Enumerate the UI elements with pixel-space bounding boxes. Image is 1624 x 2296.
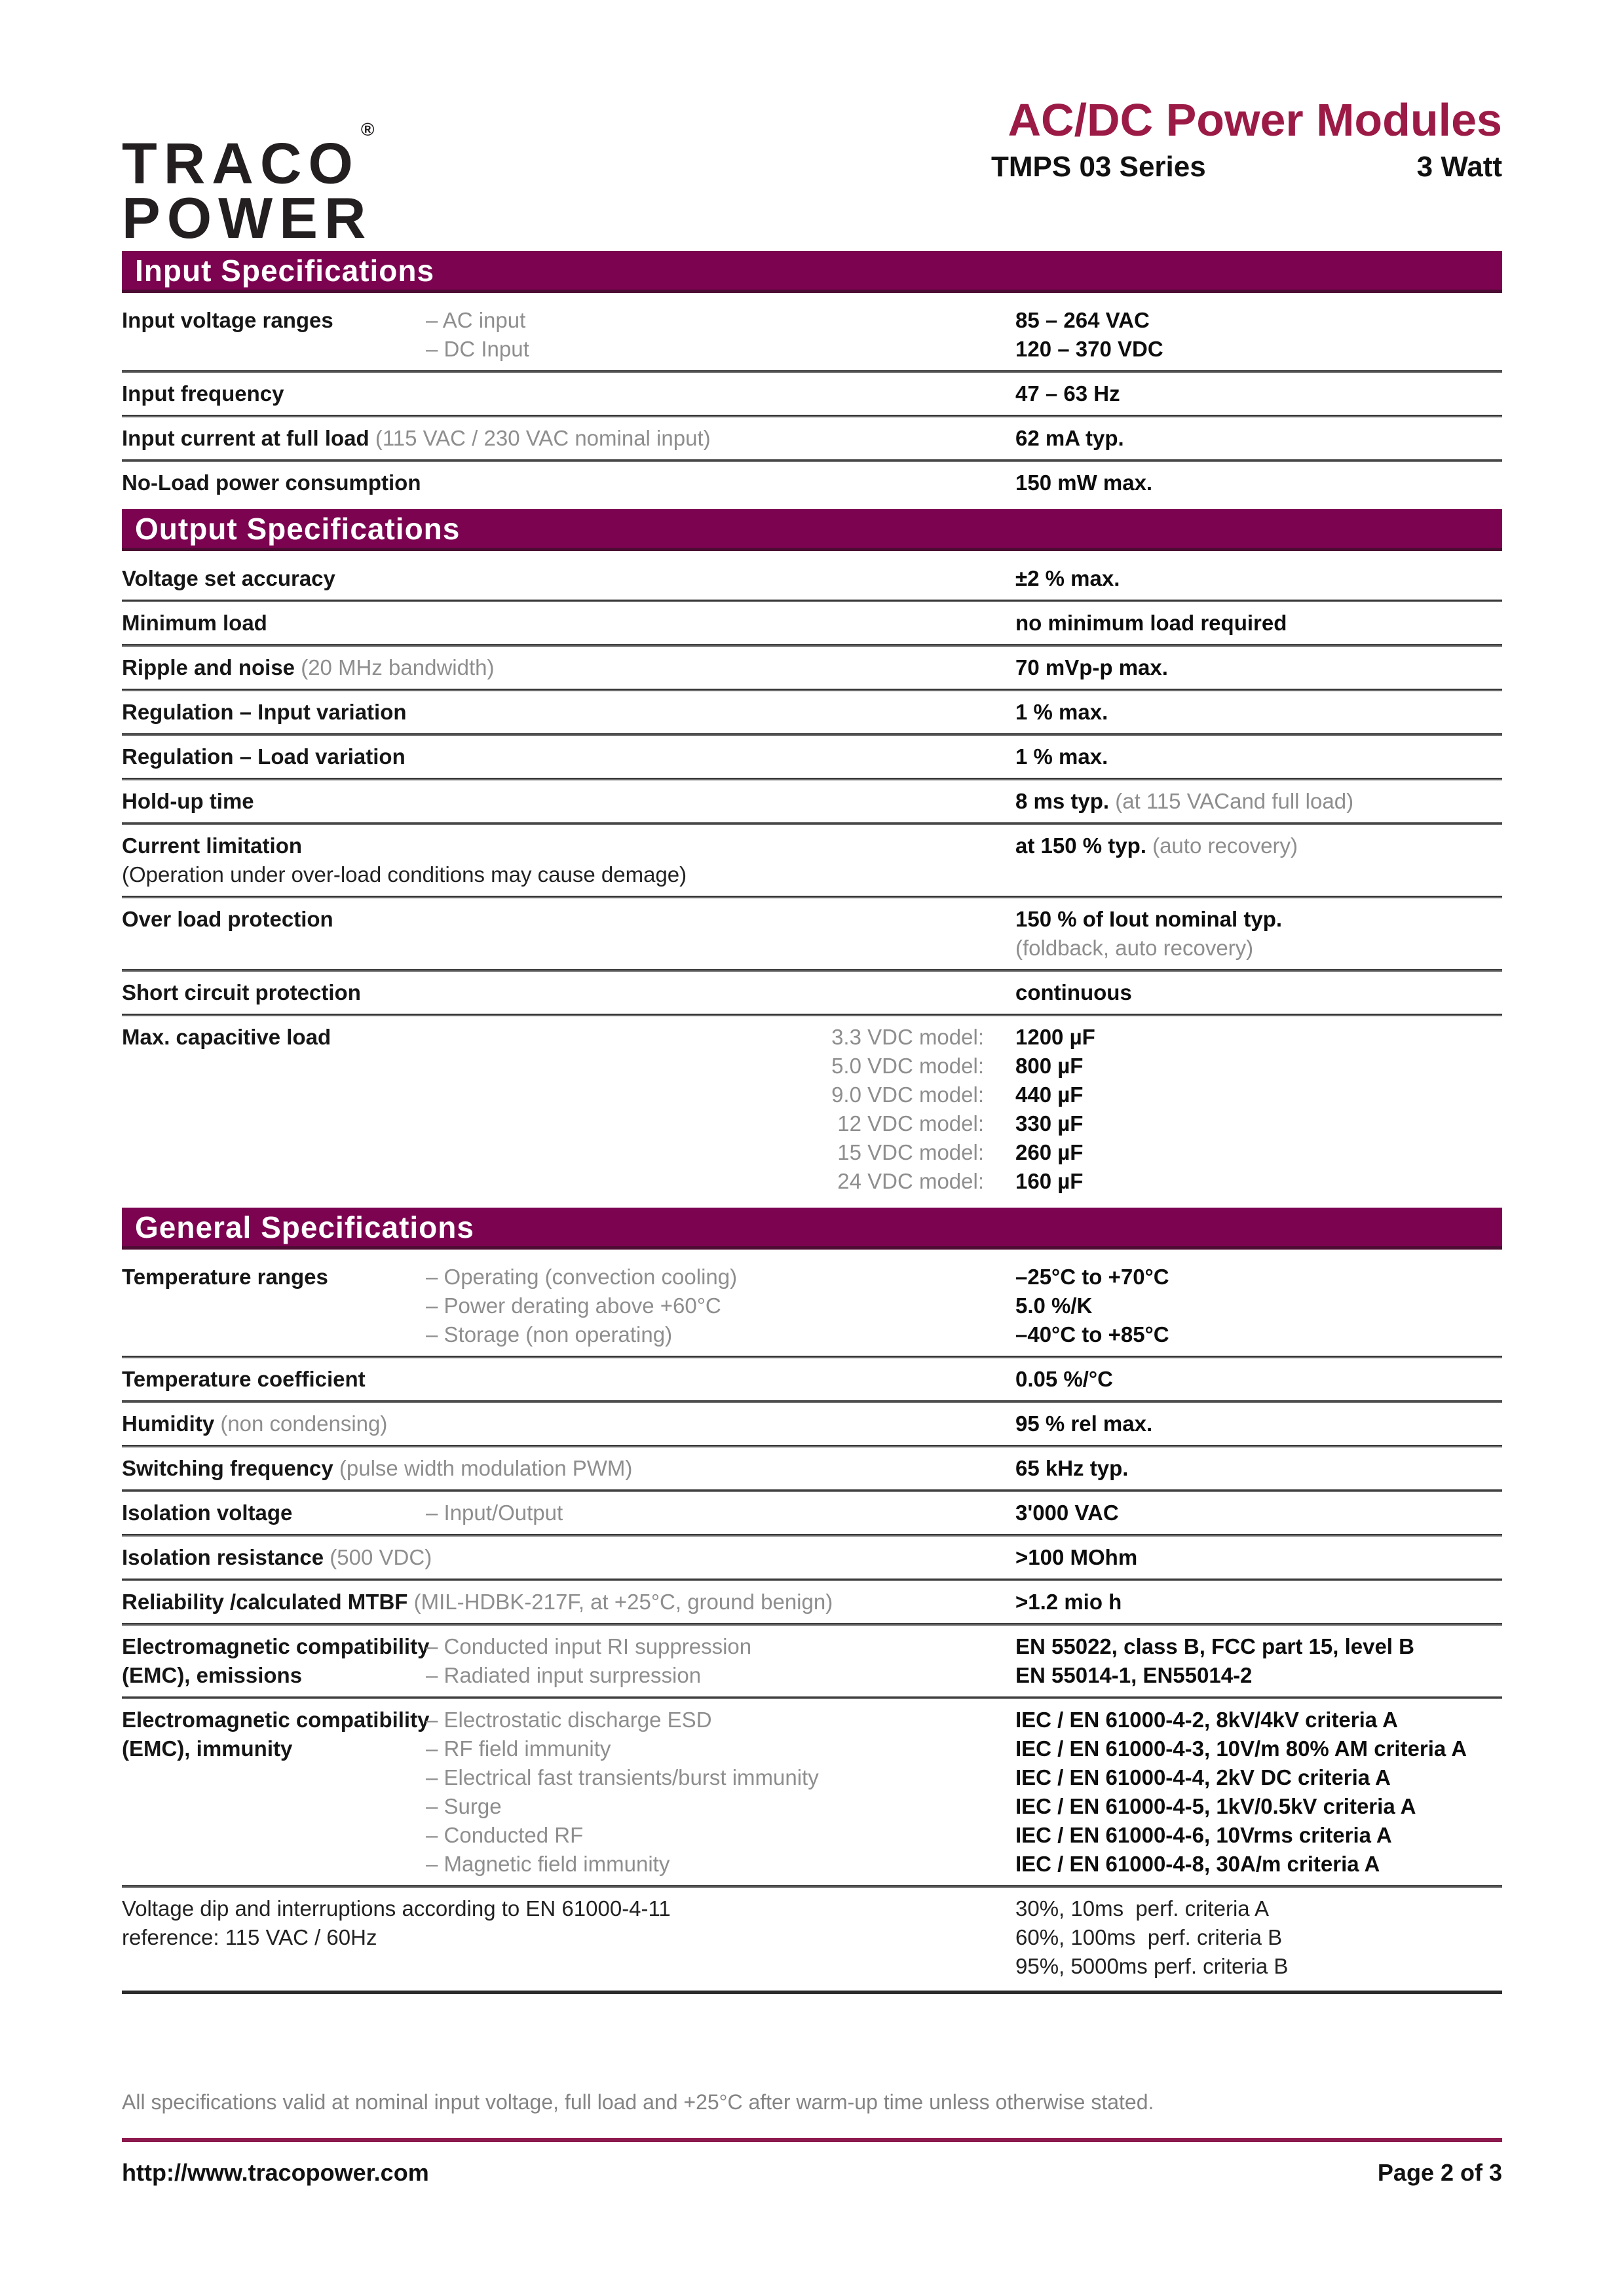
spec-line — [1015, 469, 1502, 497]
logo-text-power: POWER — [122, 185, 373, 251]
spec-line — [1015, 424, 1502, 453]
traco-power-logo — [122, 119, 375, 251]
spec-line — [426, 1706, 1015, 1734]
spec-cell — [122, 742, 1015, 771]
spec-cell — [122, 1263, 426, 1292]
spec-line — [1015, 1138, 1502, 1167]
spec-label: Current limitation — [122, 833, 303, 858]
spec-line — [426, 1850, 1015, 1879]
spec-label: Regulation – Load variation — [122, 744, 406, 769]
spec-line — [122, 1263, 426, 1292]
spec-row — [122, 1888, 1502, 1987]
spec-sublabel: (20 MHz bandwidth) — [301, 655, 495, 680]
spec-cell — [1015, 424, 1502, 453]
spec-line — [1015, 609, 1502, 638]
spec-cell — [1015, 1454, 1502, 1483]
spec-row — [122, 558, 1502, 600]
spec-label: Ripple and noise — [122, 655, 301, 680]
spec-value: IEC / EN 61000-4-8, 30A/m criteria A — [1015, 1852, 1380, 1877]
wattage: 3 Watt — [1416, 151, 1502, 183]
spec-value: 1 % max. — [1015, 744, 1108, 769]
spec-label: Input frequency — [122, 381, 284, 406]
spec-value: >1.2 mio h — [1015, 1590, 1122, 1615]
spec-sublabel: 24 VDC model: — [837, 1169, 984, 1194]
spec-line — [1015, 742, 1502, 771]
spec-cell — [122, 698, 1015, 727]
spec-value: at 150 % typ. — [1015, 833, 1153, 858]
spec-line — [1015, 306, 1502, 335]
spec-value: no minimum load required — [1015, 611, 1287, 636]
spec-line — [426, 1320, 1015, 1349]
spec-cell — [1015, 1499, 1502, 1527]
doc-subtitle — [991, 151, 1502, 183]
spec-label: (EMC), immunity — [122, 1736, 293, 1761]
spec-value: 260 µF — [1015, 1140, 1084, 1165]
spec-line — [1015, 934, 1502, 963]
spec-cell — [122, 1894, 1015, 1952]
spec-cell — [122, 379, 1015, 408]
spec-value: 440 µF — [1015, 1082, 1084, 1107]
spec-text: 95%, 5000ms perf. criteria B — [1015, 1954, 1289, 1979]
spec-line — [426, 1263, 1015, 1292]
spec-value: 120 – 370 VDC — [1015, 337, 1163, 362]
spec-label: Electromagnetic compatibility — [122, 1634, 430, 1659]
spec-row — [122, 691, 1502, 733]
spec-line — [426, 1081, 984, 1109]
spec-cell — [122, 978, 1015, 1007]
spec-cell — [1015, 787, 1502, 816]
spec-line — [122, 1706, 430, 1734]
registered-trademark-icon: ® — [360, 119, 375, 140]
spec-value: 150 mW max. — [1015, 470, 1153, 495]
spec-cell — [122, 469, 1015, 497]
spec-line — [1015, 1292, 1502, 1320]
spec-cell — [1015, 469, 1502, 497]
spec-sublabel: (MIL-HDBK-217F, at +25°C, ground benign) — [413, 1590, 833, 1615]
spec-sublabel: – Operating (convection cooling) — [426, 1265, 738, 1290]
spec-value: 5.0 %/K — [1015, 1293, 1093, 1318]
spec-line — [122, 564, 1015, 593]
spec-cell — [1015, 905, 1502, 963]
spec-cell — [1015, 698, 1502, 727]
spec-label: Short circuit protection — [122, 980, 361, 1005]
spec-line — [426, 1023, 984, 1052]
spec-cell — [122, 424, 1015, 453]
spec-line — [122, 742, 1015, 771]
spec-sublabel: 3.3 VDC model: — [831, 1025, 984, 1050]
spec-cell — [122, 1588, 1015, 1617]
spec-cell — [122, 1499, 426, 1527]
spec-line — [1015, 698, 1502, 727]
spec-text: Voltage dip and interruptions according to EN 61000-4-11 — [122, 1896, 671, 1921]
spec-sublabel: 15 VDC model: — [837, 1140, 984, 1165]
spec-cell — [1015, 1588, 1502, 1617]
spec-sublabel: – Conducted input RI suppression — [426, 1634, 752, 1659]
spec-cell — [1015, 1543, 1502, 1572]
spec-line — [1015, 1023, 1502, 1052]
spec-value: 150 % of Iout nominal typ. — [1015, 907, 1283, 932]
page-content — [122, 0, 1502, 1994]
spec-sublabel: – DC Input — [426, 337, 529, 362]
spec-value: 3'000 VAC — [1015, 1501, 1119, 1525]
footer-row — [122, 2159, 1502, 2187]
spec-cell — [122, 653, 1015, 682]
spec-cell — [122, 564, 1015, 593]
spec-text: reference: 115 VAC / 60Hz — [122, 1925, 377, 1950]
spec-line — [426, 335, 1015, 364]
spec-row — [122, 736, 1502, 778]
spec-line — [426, 1138, 984, 1167]
spec-line — [122, 306, 426, 335]
spec-sublabel: – Conducted RF — [426, 1823, 584, 1848]
website-link[interactable]: http://www.tracopower.com — [122, 2159, 429, 2186]
spec-line — [122, 1661, 426, 1690]
spec-label: Isolation resistance — [122, 1545, 330, 1570]
spec-line — [1015, 1081, 1502, 1109]
spec-value: 70 mVp-p max. — [1015, 655, 1168, 680]
spec-cell — [1015, 379, 1502, 408]
spec-line — [1015, 1821, 1502, 1850]
spec-cell — [122, 1706, 430, 1763]
spec-value: 800 µF — [1015, 1054, 1084, 1079]
spec-line — [1015, 1792, 1502, 1821]
spec-line — [1015, 1706, 1502, 1734]
spec-row — [122, 1447, 1502, 1489]
spec-line — [426, 1292, 1015, 1320]
spec-cell — [1015, 564, 1502, 593]
spec-label: Max. capacitive load — [122, 1025, 331, 1050]
spec-cell — [1015, 1365, 1502, 1394]
spec-line — [1015, 653, 1502, 682]
spec-value-note: (at 115 VACand full load) — [1115, 789, 1354, 814]
spec-cell — [426, 306, 1015, 364]
spec-label: Voltage set accuracy — [122, 566, 335, 591]
spec-sublabel: (115 VAC / 230 VAC nominal input) — [375, 426, 711, 451]
spec-value: 62 mA typ. — [1015, 426, 1124, 451]
spec-line — [1015, 1632, 1502, 1661]
spec-label: Input current at full load — [122, 426, 375, 451]
spec-row — [122, 825, 1502, 896]
series-name: TMPS 03 Series — [991, 151, 1206, 183]
spec-label: Humidity — [122, 1411, 221, 1436]
spec-line — [426, 1821, 1015, 1850]
section-header — [122, 509, 1502, 551]
spec-line — [426, 1792, 1015, 1821]
spec-line — [1015, 1365, 1502, 1394]
spec-value: IEC / EN 61000-4-4, 2kV DC criteria A — [1015, 1765, 1391, 1790]
spec-line — [122, 1734, 426, 1763]
spec-value: 330 µF — [1015, 1111, 1084, 1136]
spec-row — [122, 1581, 1502, 1623]
spec-cell — [1015, 306, 1502, 364]
spec-row — [122, 1016, 1502, 1202]
section-header — [122, 1208, 1502, 1250]
spec-line — [1015, 379, 1502, 408]
spec-line — [1015, 1661, 1502, 1690]
spec-cell — [1015, 653, 1502, 682]
doc-title: AC/DC Power Modules — [1008, 94, 1502, 145]
spec-cell — [1015, 1023, 1502, 1196]
spec-value-note: (foldback, auto recovery) — [1015, 936, 1254, 961]
spec-value: 8 ms typ. — [1015, 789, 1116, 814]
spec-line — [1015, 1734, 1502, 1763]
page-number: Page 2 of 3 — [1377, 2159, 1502, 2186]
spec-line — [1015, 1409, 1502, 1438]
spec-line — [426, 1763, 1015, 1792]
spec-cell — [426, 1706, 1015, 1879]
spec-value: IEC / EN 61000-4-3, 10V/m 80% AM criteria A — [1015, 1736, 1467, 1761]
spec-row — [122, 602, 1502, 644]
spec-line — [1015, 1499, 1502, 1527]
spec-line — [122, 653, 1015, 682]
spec-label: Temperature ranges — [122, 1265, 328, 1290]
spec-sublabel: – Power derating above +60°C — [426, 1293, 721, 1318]
spec-label: Reliability /calculated MTBF — [122, 1590, 414, 1615]
spec-cell — [122, 1543, 1015, 1572]
spec-row — [122, 972, 1502, 1014]
spec-line — [1015, 1923, 1502, 1952]
spec-line — [122, 787, 1015, 816]
spec-line — [122, 424, 1015, 453]
section-title: Input Specifications — [135, 253, 435, 288]
spec-row — [122, 780, 1502, 822]
spec-label: No-Load power consumption — [122, 470, 421, 495]
spec-value: 1 % max. — [1015, 700, 1108, 725]
spec-line — [1015, 564, 1502, 593]
table-end-rule — [122, 1990, 1502, 1994]
spec-value: 160 µF — [1015, 1169, 1084, 1194]
spec-cell — [1015, 1632, 1502, 1690]
spec-row — [122, 647, 1502, 689]
spec-cell — [1015, 978, 1502, 1007]
spec-sublabel: 5.0 VDC model: — [831, 1054, 984, 1079]
spec-cell — [1015, 1263, 1502, 1349]
spec-cell — [122, 1409, 1015, 1438]
spec-line — [426, 1167, 984, 1196]
spec-row — [122, 1626, 1502, 1696]
spec-line — [1015, 1109, 1502, 1138]
spec-value: IEC / EN 61000-4-6, 10Vrms criteria A — [1015, 1823, 1392, 1848]
spec-row — [122, 1358, 1502, 1400]
spec-line — [122, 905, 1015, 934]
spec-line — [1015, 335, 1502, 364]
spec-line — [122, 1365, 1015, 1394]
spec-line — [122, 1923, 1015, 1952]
spec-line — [122, 1632, 430, 1661]
spec-sublabel: (pulse width modulation PWM) — [339, 1456, 633, 1481]
section-title: General Specifications — [135, 1210, 474, 1244]
spec-value: 85 – 264 VAC — [1015, 308, 1150, 333]
spec-text: (Operation under over-load conditions may cause demage) — [122, 862, 687, 887]
spec-sublabel: (500 VDC) — [330, 1545, 432, 1570]
spec-value-note: (auto recovery) — [1152, 833, 1298, 858]
spec-cell — [426, 1499, 1015, 1527]
spec-line — [1015, 1167, 1502, 1196]
spec-value: EN 55022, class B, FCC part 15, level B — [1015, 1634, 1414, 1659]
spec-label: Minimum load — [122, 611, 267, 636]
spec-line — [426, 306, 1015, 335]
spec-cell — [1015, 742, 1502, 771]
spec-line — [122, 469, 1015, 497]
spec-line — [122, 978, 1015, 1007]
spec-text: 60%, 100ms perf. criteria B — [1015, 1925, 1283, 1950]
footer-rule — [122, 2138, 1502, 2142]
spec-line — [1015, 1320, 1502, 1349]
spec-line — [1015, 1894, 1502, 1923]
spec-sublabel: 12 VDC model: — [837, 1111, 984, 1136]
spec-line — [122, 379, 1015, 408]
spec-sublabel: – Electrostatic discharge ESD — [426, 1708, 712, 1732]
spec-line — [1015, 1263, 1502, 1292]
spec-value: 95 % rel max. — [1015, 1411, 1153, 1436]
spec-label: Input voltage ranges — [122, 308, 333, 333]
spec-cell — [122, 1023, 426, 1052]
spec-line — [1015, 1454, 1502, 1483]
spec-cell — [426, 1023, 1015, 1196]
spec-cell — [122, 1632, 430, 1690]
spec-line — [426, 1109, 984, 1138]
spec-line — [122, 609, 1015, 638]
spec-line — [122, 1588, 1015, 1617]
spec-row — [122, 1256, 1502, 1356]
spec-line — [122, 832, 1015, 860]
spec-row — [122, 1699, 1502, 1885]
spec-label: Switching frequency — [122, 1456, 339, 1481]
section-header — [122, 251, 1502, 293]
footnote: All specifications valid at nominal input voltage, full load and +25°C after warm-up time unless otherwise stated. — [122, 2090, 1154, 2114]
spec-line — [1015, 905, 1502, 934]
spec-cell — [1015, 1894, 1502, 1981]
spec-value: –25°C to +70°C — [1015, 1265, 1169, 1290]
spec-row — [122, 299, 1502, 370]
spec-value: 0.05 %/°C — [1015, 1367, 1113, 1392]
spec-line — [122, 1409, 1015, 1438]
spec-row — [122, 898, 1502, 969]
spec-value: 65 kHz typ. — [1015, 1456, 1129, 1481]
spec-sublabel: – AC input — [426, 308, 526, 333]
spec-row — [122, 417, 1502, 459]
logo-text-traco: TRACO — [122, 130, 360, 196]
spec-sublabel: – RF field immunity — [426, 1736, 611, 1761]
spec-line — [426, 1499, 1015, 1527]
spec-value: IEC / EN 61000-4-5, 1kV/0.5kV criteria A — [1015, 1794, 1416, 1819]
spec-label: Over load protection — [122, 907, 333, 932]
spec-value: >100 MOhm — [1015, 1545, 1138, 1570]
spec-line — [122, 1499, 426, 1527]
spec-label: Regulation – Input variation — [122, 700, 407, 725]
spec-sublabel: 9.0 VDC model: — [831, 1082, 984, 1107]
spec-sublabel: – Magnetic field immunity — [426, 1852, 670, 1877]
spec-cell — [122, 1365, 1015, 1394]
spec-value: –40°C to +85°C — [1015, 1322, 1169, 1347]
spec-line — [1015, 1052, 1502, 1081]
spec-line — [1015, 1850, 1502, 1879]
spec-row — [122, 1492, 1502, 1534]
spec-value: continuous — [1015, 980, 1132, 1005]
spec-sublabel: – Electrical fast transients/burst immunity — [426, 1765, 819, 1790]
spec-cell — [122, 306, 426, 335]
spec-row — [122, 462, 1502, 504]
spec-cell — [122, 609, 1015, 638]
spec-line — [1015, 832, 1502, 860]
spec-line — [1015, 1763, 1502, 1792]
spec-cell — [426, 1632, 1015, 1690]
spec-line — [122, 1894, 1015, 1923]
header — [122, 92, 1502, 251]
spec-line — [1015, 1588, 1502, 1617]
spec-text: 30%, 10ms perf. criteria A — [1015, 1896, 1269, 1921]
spec-label: Hold-up time — [122, 789, 254, 814]
spec-value: 1200 µF — [1015, 1025, 1095, 1050]
spec-value: IEC / EN 61000-4-2, 8kV/4kV criteria A — [1015, 1708, 1398, 1732]
spec-label: Temperature coefficient — [122, 1367, 366, 1392]
spec-cell — [122, 787, 1015, 816]
title-block — [991, 96, 1502, 183]
spec-cell — [122, 905, 1015, 934]
spec-sublabel: – Surge — [426, 1794, 502, 1819]
spec-line — [122, 1023, 426, 1052]
spec-line — [1015, 1543, 1502, 1572]
spec-line — [426, 1052, 984, 1081]
spec-row — [122, 373, 1502, 415]
spec-cell — [426, 1263, 1015, 1349]
spec-line — [426, 1734, 1015, 1763]
spec-label: Electromagnetic compatibility — [122, 1708, 430, 1732]
section-title: Output Specifications — [135, 511, 461, 546]
logo-line-1 — [122, 119, 375, 196]
spec-sublabel: – Radiated input surpression — [426, 1663, 702, 1688]
spec-label: Isolation voltage — [122, 1501, 293, 1525]
spec-cell — [1015, 832, 1502, 860]
spec-row — [122, 1403, 1502, 1445]
spec-line — [122, 860, 1015, 889]
spec-line — [122, 1543, 1015, 1572]
spec-value: EN 55014-1, EN55014-2 — [1015, 1663, 1253, 1688]
spec-cell — [122, 832, 1015, 889]
spec-line — [1015, 787, 1502, 816]
spec-cell — [1015, 609, 1502, 638]
spec-line — [1015, 1952, 1502, 1981]
spec-line — [1015, 978, 1502, 1007]
spec-sections — [122, 251, 1502, 1987]
spec-line — [122, 1454, 1015, 1483]
spec-label: (EMC), emissions — [122, 1663, 303, 1688]
spec-cell — [1015, 1706, 1502, 1879]
spec-value: ±2 % max. — [1015, 566, 1120, 591]
spec-line — [122, 698, 1015, 727]
spec-value: 47 – 63 Hz — [1015, 381, 1120, 406]
spec-line — [426, 1632, 1015, 1661]
spec-sublabel: – Storage (non operating) — [426, 1322, 673, 1347]
spec-cell — [1015, 1409, 1502, 1438]
spec-row — [122, 1537, 1502, 1578]
footer — [122, 2090, 1502, 2187]
spec-line — [426, 1661, 1015, 1690]
spec-sublabel: (non condensing) — [220, 1411, 388, 1436]
spec-sublabel: – Input/Output — [426, 1501, 563, 1525]
spec-cell — [122, 1454, 1015, 1483]
